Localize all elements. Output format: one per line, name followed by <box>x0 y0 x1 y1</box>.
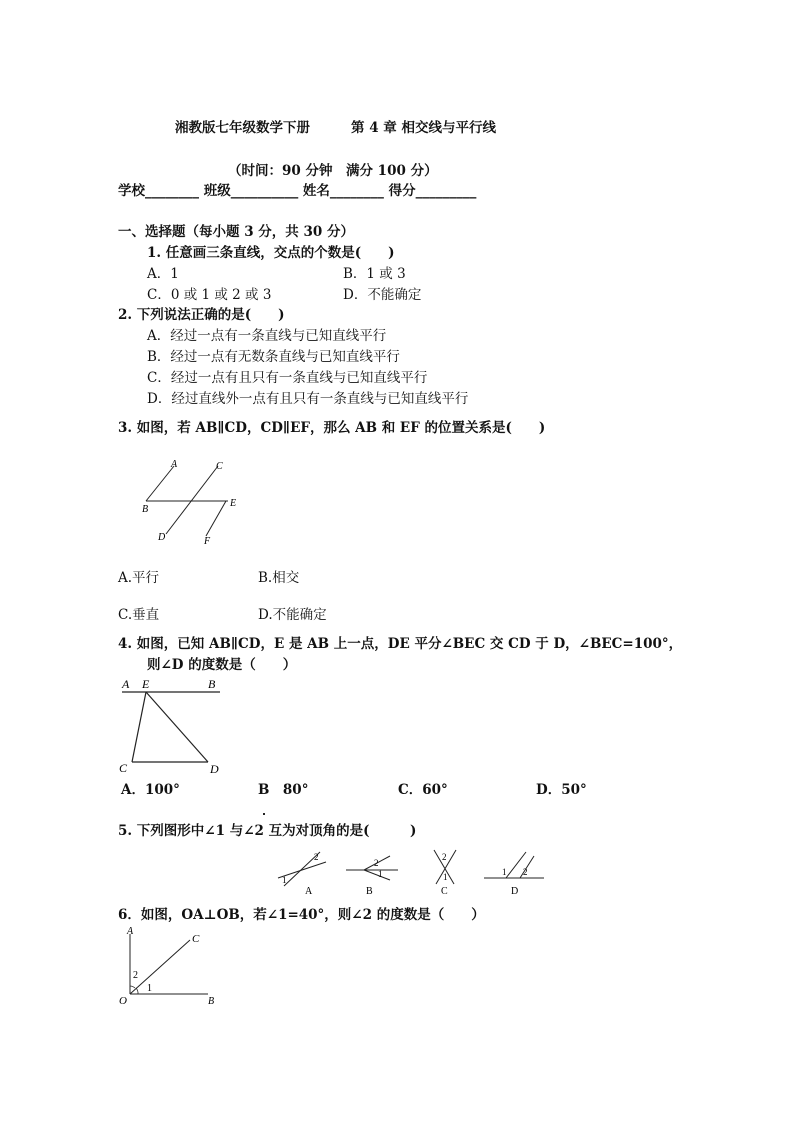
label-b: B <box>208 677 216 691</box>
q3-figure <box>136 456 256 548</box>
label-f: F <box>204 536 211 547</box>
q5-label-c: C <box>441 886 448 897</box>
q1-option-a: A．1 <box>147 266 179 282</box>
q2-stem: 2. 下列说法正确的是( ) <box>118 307 285 323</box>
label-a: A <box>127 926 134 937</box>
label-angle-1: 1 <box>147 983 152 994</box>
section-heading: 一、选择题（每小题 3 分，共 30 分） <box>118 224 354 240</box>
q5-b-label-2: 2 <box>374 858 379 868</box>
q5-label-d: D <box>511 886 519 897</box>
q6-figure <box>116 924 226 1008</box>
label-d: D <box>158 532 166 543</box>
line-ed <box>146 692 208 762</box>
q5-label-a: A <box>305 886 313 897</box>
label-a: A <box>122 677 130 691</box>
page-subtitle: （时间：90 分钟 满分 100 分） <box>228 163 438 179</box>
line-ab <box>146 466 174 501</box>
q4-stem-line2: 则∠D 的度数是（ ） <box>147 657 297 673</box>
q1-option-c: C．0 或 1 或 2 或 3 <box>147 287 272 303</box>
label-c: C <box>119 761 128 775</box>
q2-option-a: A．经过一点有一条直线与已知直线平行 <box>147 328 387 344</box>
q3-option-a: A.平行 <box>118 570 160 586</box>
q5-figure-d <box>484 852 544 897</box>
label-a: A <box>171 459 178 470</box>
q3-stem: 3. 如图，若 AB∥CD，CD∥EF，那么 AB 和 EF 的位置关系是( ) <box>118 420 546 436</box>
q3-option-b: B.相交 <box>258 570 300 586</box>
line-ec <box>132 692 146 762</box>
arc-angle-2 <box>130 986 135 988</box>
q5-b-label-1: 1 <box>378 869 383 879</box>
label-d: D <box>210 762 219 776</box>
q1-stem: 1. 任意画三条直线，交点的个数是( ) <box>147 245 395 261</box>
q4-option-c: C．60° <box>398 782 448 798</box>
q4-option-a: A．100° <box>121 782 180 798</box>
q4-option-d: D．50° <box>536 782 587 798</box>
q1-option-d: D．不能确定 <box>343 287 422 303</box>
q5-figure-b <box>346 856 398 897</box>
line-cd <box>166 466 218 534</box>
line-ef <box>206 501 226 536</box>
stray-dot <box>263 813 265 815</box>
arc-angle-1 <box>136 988 138 994</box>
q5-c-label-2: 2 <box>442 852 447 862</box>
ray-oc <box>130 940 190 994</box>
q5-d-label-2: 2 <box>523 867 528 877</box>
q2-option-d: D．经过直线外一点有且只有一条直线与已知直线平行 <box>147 391 469 407</box>
q3-option-d: D.不能确定 <box>258 607 327 623</box>
label-c: C <box>192 933 200 945</box>
label-c: C <box>216 461 223 472</box>
q4-option-b: B 80° <box>258 782 309 798</box>
q5-a-label-1: 1 <box>282 875 287 885</box>
q5-figure-a <box>278 852 326 897</box>
label-e: E <box>142 677 150 691</box>
label-angle-2: 2 <box>133 970 138 981</box>
page-title-right: 第 4 章 相交线与平行线 <box>351 120 496 136</box>
q5-d-label-1: 1 <box>502 867 507 877</box>
q4-stem-line1: 4. 如图，已知 AB∥CD，E 是 AB 上一点，DE 平分∠BEC 交 CD 于 D，∠BEC=100°， <box>118 636 683 652</box>
q5-figure-c <box>434 850 456 897</box>
info-line: 学校________ 班级__________ 姓名________ 得分_________ <box>118 183 477 199</box>
q4-figure <box>116 676 228 778</box>
q5-a-label-2: 2 <box>314 852 319 862</box>
q6-stem: 6．如图，OA⊥OB，若∠1=40°，则∠2 的度数是（ ） <box>118 907 485 923</box>
q5-c-label-1: 1 <box>443 872 448 882</box>
q2-option-b: B．经过一点有无数条直线与已知直线平行 <box>147 349 400 365</box>
page-title-left: 湘教版七年级数学下册 <box>175 120 310 136</box>
label-e: E <box>230 498 237 509</box>
q5-label-b: B <box>366 886 373 897</box>
label-b: B <box>208 996 215 1007</box>
label-o: O <box>119 995 127 1007</box>
q5-stem: 5. 下列图形中∠1 与∠2 互为对顶角的是( ) <box>118 823 417 839</box>
q5-figures <box>270 846 560 898</box>
q2-option-c: C．经过一点有且只有一条直线与已知直线平行 <box>147 370 428 386</box>
q1-option-b: B．1 或 3 <box>343 266 406 282</box>
label-b: B <box>142 504 149 515</box>
q3-option-c: C.垂直 <box>118 607 160 623</box>
